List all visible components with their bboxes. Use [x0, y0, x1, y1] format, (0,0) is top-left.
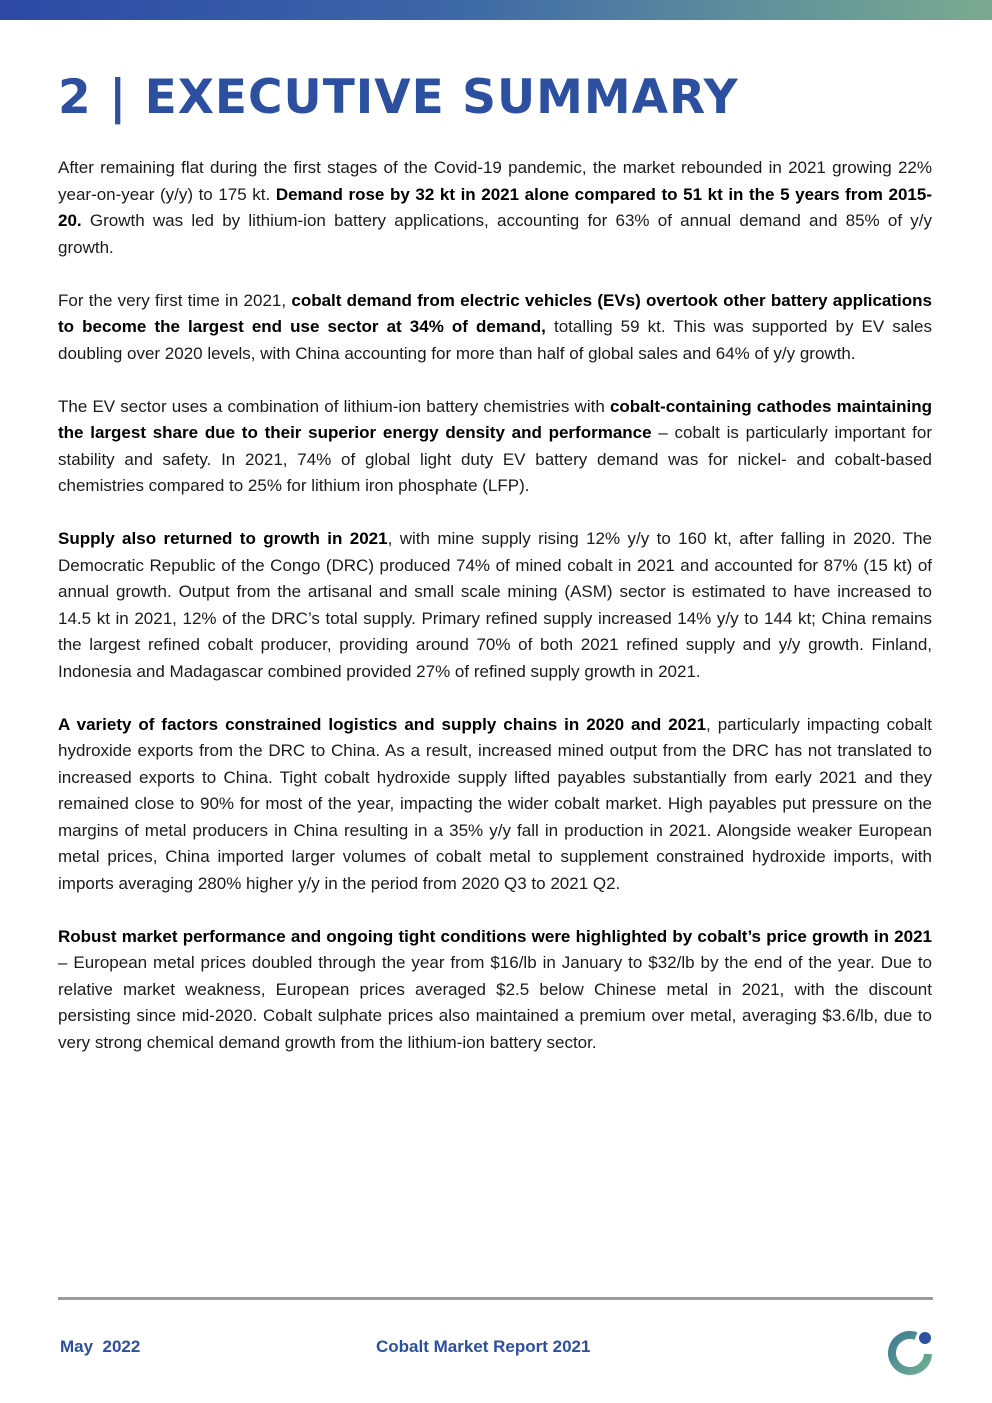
paragraph-text: , particularly impacting cobalt hydroxide exports from the DRC to China. As a result, increased mined output from the DRC has not translated to increased exports to China. Tight cobalt hydroxide supply lifted payables substantially from early 2021 and they remained close to 90% for most of the year, impacting the wider cobalt market. High payables put pressure on the margins of metal producers in China resulting in a 35% y/y fall in production in 2021. Alongside weaker European metal prices, China imported larger volumes of cobalt metal to supplement constrained hydroxide imports, with imports averaging 280% higher y/y in the period from 2020 Q3 to 2021 Q2. [58, 714, 932, 893]
paragraph-text: The EV sector uses a combination of lithium-ion battery chemistries with [58, 396, 610, 416]
footer-divider [58, 1297, 933, 1300]
footer-report-title: Cobalt Market Report 2021 [376, 1337, 591, 1356]
paragraph-text: , with mine supply rising 12% y/y to 160 kt, after falling in 2020. The Democratic Republic of the Congo (DRC) produced 74% of mined cobalt in 2021 and accounted for 87% (15 kt) of annual growth. Output from the artisanal and small scale mining (ASM) sector is estimated to have increased to 14.5 kt in 2021, 12% of the DRC’s total supply. Primary refined supply increased 14% y/y to 144 kt; China remains the largest refined cobalt producer, providing around 70% of both 2021 refined supply and y/y growth. Finland, Indonesia and Madagascar combined provided 27% of refined supply growth in 2021. [58, 529, 932, 681]
paragraph-text: For the very first time in 2021, [58, 290, 292, 310]
paragraph-ev-chemistries [58, 394, 932, 500]
paragraph-text: – cobalt is particularly important for stability and safety. In 2021, 74% of global light duty EV battery demand was for nickel- and cobalt-based chemistries compared to 25% for lithium iron phosphate (LFP). [58, 423, 932, 495]
summary-body [58, 155, 932, 1083]
paragraph-highlight: A variety of factors constrained logistics and supply chains in 2020 and 2021 [58, 714, 707, 734]
paragraph-prices [58, 924, 932, 1057]
paragraph-text: After remaining flat during the first stages of the Covid-19 pandemic, the market rebounded in 2021 growing 22% year-on-year (y/y) to 175 kt. [58, 158, 932, 204]
cobalt-institute-logo-icon [884, 1328, 936, 1376]
paragraph-text: Growth was led by lithium-ion battery applications, accounting for 63% of annual demand and 85% of y/y growth. [58, 211, 932, 257]
paragraph-highlight: cobalt-containing cathodes maintaining the largest share due to their superior energy density and performance [58, 396, 932, 442]
page-title: 2 | EXECUTIVE SUMMARY [58, 70, 739, 125]
paragraph-demand [58, 155, 932, 261]
paragraph-text: – European metal prices doubled through the year from $16/lb in January to $32/lb by the end of the year. Due to relative market weakness, European prices averaged $2.5 below Chinese metal in 2021, with the discount persisting since mid-2020. Cobalt sulphate prices also maintained a premium over metal, averaging $3.6/lb, due to very strong chemical demand growth from the lithium-ion battery sector. [58, 953, 932, 1052]
paragraph-highlight: Supply also returned to growth in 2021 [58, 529, 388, 548]
paragraph-logistics [58, 712, 932, 898]
paragraph-highlight: Demand rose by 32 kt in 2021 alone compared to 51 kt in the 5 years from 2015-20. [58, 184, 932, 230]
footer-date: May 2022 [60, 1337, 141, 1356]
paragraph-highlight: Robust market performance and ongoing tight conditions were highlighted by cobalt’s price growth in 2021 [58, 926, 932, 946]
paragraph-ev-demand [58, 288, 932, 368]
paragraph-supply [58, 526, 932, 685]
paragraph-highlight: cobalt demand from electric vehicles (EVs) overtook other battery applications to become the largest end use sector at 34% of demand, [58, 290, 932, 336]
paragraph-text: totalling 59 kt. This was supported by EV sales doubling over 2020 levels, with China accounting for more than half of global sales and 64% of y/y growth. [58, 317, 932, 363]
header-gradient-bar [0, 0, 992, 20]
